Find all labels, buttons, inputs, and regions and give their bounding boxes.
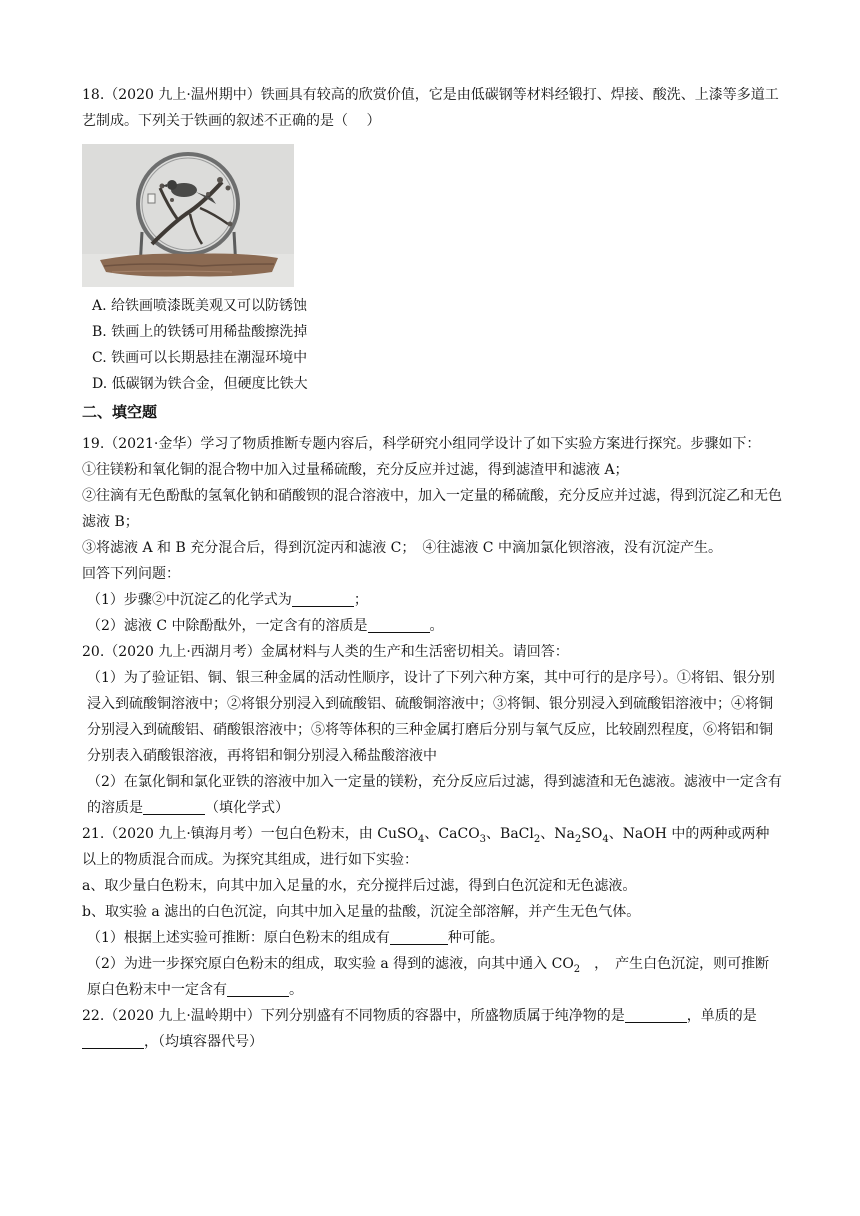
section-title: 二、填空题 xyxy=(82,403,158,421)
q20-sub-2-end: （填化学式） xyxy=(205,800,289,816)
q20-sub-2-text: （2）在氯化铜和氯化亚铁的溶液中加入一定量的镁粉，充分反应后过滤，得到滤渣和无色滤液。滤液中一定含有的溶质是 xyxy=(87,774,782,816)
q21-sub-2-end: 。 xyxy=(289,982,303,998)
q21-sub-2-text: （2）为进一步探究原白色粉末的组成，取实验 a 得到的滤液，向其中通入 CO xyxy=(87,956,574,972)
q21-stem xyxy=(82,821,782,873)
q21-sub-1-end: 种可能。 xyxy=(447,930,504,946)
q21-sub-2-text-b: ， 产生白色沉淀，则可推断原白色粉末中一定含有 xyxy=(87,956,770,998)
q21-stem-part: 、Na xyxy=(540,826,575,842)
q18-option-d: D. 低碳钢为铁合金，但硬度比铁大 xyxy=(92,376,308,392)
answer-blank xyxy=(82,1032,144,1049)
answer-blank xyxy=(143,798,205,815)
q19-sub-2-end: 。 xyxy=(429,618,444,634)
q19-step-2: ②往滴有无色酚酞的氢氧化钠和硝酸钡的混合溶液中，加入一定量的稀硫酸，充分反应并过滤，得到沉淀乙和无色滤液 B； xyxy=(82,488,782,530)
answer-blank xyxy=(292,590,354,607)
q19-sub-2-text: （2）滤液 C 中除酚酞外，一定含有的溶质是 xyxy=(87,618,368,634)
q21-sub-1 xyxy=(82,925,782,951)
q22-stem xyxy=(82,1003,782,1055)
q19-prompt: 回答下列问题： xyxy=(82,566,180,582)
q21-sub-2 xyxy=(82,951,782,1003)
q21-sub-1-text: （1）根据上述实验可推断：原白色粉末的组成有 xyxy=(87,930,390,946)
formula-subscript: 4 xyxy=(602,833,609,845)
q20-sub-1: （1）为了验证铝、铜、银三种金属的活动性顺序，设计了下列六种方案，其中可行的是序号）。①将铝、银分别浸入到硫酸铜溶液中；②将银分别浸入到硫酸铝、硫酸铜溶液中；③将铜、银分别浸入到硫酸铝溶液中；④将铜分别浸入到硫酸铝、硝酸银溶液中；⑤将等体积的三种金属打磨后分别与氧气反应，比较剧烈程度，⑥将铝和铜分别表入硝酸银溶液，再将铝和铜分别浸入稀盐酸溶液中 xyxy=(87,670,775,764)
answer-blank xyxy=(625,1006,687,1023)
formula-subscript: 4 xyxy=(418,833,425,845)
q21-stem-part: 21.（2020 九上·镇海月考）一包白色粉末，由 CuSO xyxy=(82,826,419,842)
formula-subscript: 2 xyxy=(574,833,582,845)
q21-step-a: a、取少量白色粉末，向其中加入足量的水，充分搅拌后过滤，得到白色沉淀和无色滤液。 xyxy=(82,878,637,894)
q21-stem-part: 、CaCO xyxy=(424,826,480,842)
q19-sub-1-end: ； xyxy=(353,592,368,608)
q18-option-b: B. 铁画上的铁锈可用稀盐酸擦洗掉 xyxy=(92,324,308,340)
q20-stem: 20.（2020 九上·西湖月考）金属材料与人类的生产和生活密切相关。请回答： xyxy=(82,644,569,660)
iron-painting-image xyxy=(82,144,294,287)
document-page xyxy=(82,82,782,1055)
answer-blank xyxy=(227,980,289,997)
q21-step-b: b、取实验 a 滤出的白色沉淀，向其中加入足量的盐酸，沉淀全部溶解，并产生无色气体。 xyxy=(82,904,641,920)
formula-subscript: 2 xyxy=(533,833,541,845)
q18-stem: 18.（2020 九上·温州期中）铁画具有较高的欣赏价值，它是由低碳钢等材料经锻打、焊接、酸洗、上漆等多道工艺制成。下列关于铁画的叙述不正确的是（ ） xyxy=(82,87,779,129)
q22-end: ，（均填容器代号） xyxy=(144,1034,263,1050)
q18-option-a: A. 给铁画喷漆既美观又可以防锈蚀 xyxy=(92,298,308,314)
q21-stem-part: 、BaCl xyxy=(486,826,534,842)
q19-step-3: ③将滤液 A 和 B 充分混合后，得到沉淀丙和滤液 C； ④往滤液 C 中滴加氯化钡溶液，没有沉淀产生。 xyxy=(82,540,722,556)
q20-sub-2 xyxy=(82,769,782,821)
formula-subscript: 2 xyxy=(573,963,581,975)
q21-stem-part: SO xyxy=(581,826,603,842)
answer-blank xyxy=(390,928,448,945)
q22-stem-text: 22.（2020 九上·温岭期中）下列分别盛有不同物质的容器中，所盛物质属于纯净物的是 xyxy=(82,1008,625,1024)
q19-sub-1-text: （1）步骤②中沉淀乙的化学式为 xyxy=(87,592,292,608)
q18-option-c: C. 铁画可以长期悬挂在潮湿环境中 xyxy=(92,350,308,366)
q19-sub-1 xyxy=(82,587,782,613)
q22-mid: ，单质的是 xyxy=(686,1008,757,1024)
iron-painting-illustration xyxy=(82,144,294,287)
q19-sub-2 xyxy=(82,613,782,639)
formula-subscript: 3 xyxy=(479,833,487,845)
q19-step-1: ①往镁粉和氧化铜的混合物中加入过量稀硫酸，充分反应并过滤，得到滤渣甲和滤液 A； xyxy=(82,462,629,478)
answer-blank xyxy=(368,616,430,633)
q21-stem-part: 、NaOH 中的两种或两种以上的物质混合而成。为探究其组成，进行如下实验： xyxy=(82,826,770,868)
q19-stem: 19.（2021·金华）学习了物质推断专题内容后，科学研究小组同学设计了如下实验方案进行探究。步骤如下： xyxy=(82,436,761,452)
